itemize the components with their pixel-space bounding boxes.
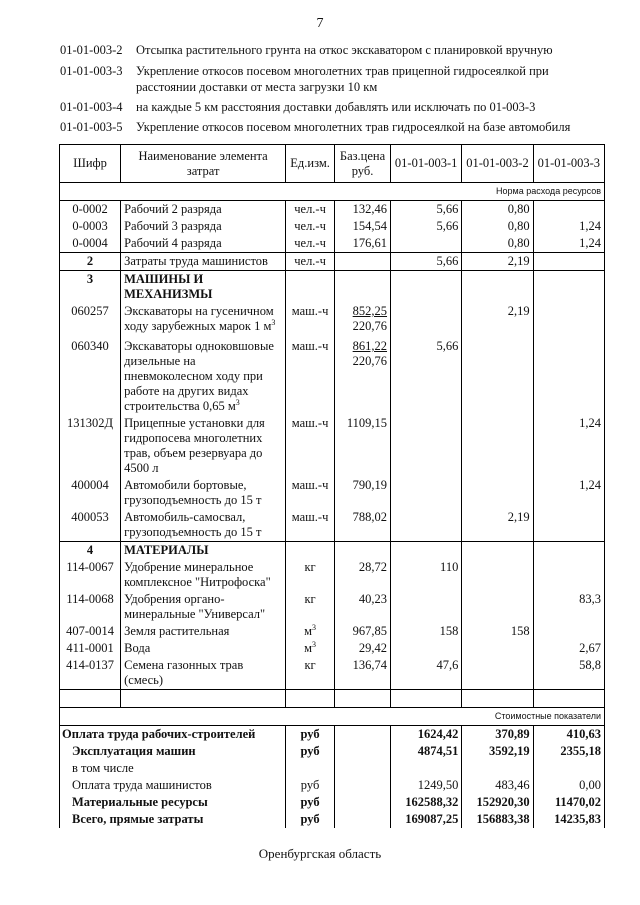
table-cell: маш.-ч [286,415,335,477]
table-cell: 2 [60,253,121,271]
machine-name-text: Автомобиль-самосвал, грузоподъемность до 15 т [124,510,262,539]
table-cell: маш.-ч [286,303,335,338]
table-row [60,623,605,640]
superscript: 3 [235,397,240,407]
table-cell [286,542,335,560]
table-cell: 1,24 [533,415,604,477]
price-cell [335,477,391,509]
table-cell: маш.-ч [286,477,335,509]
superscript: 3 [312,622,317,632]
description-text: Отсыпка растительного грунта на откос экскаватором с планировкой вручную [136,43,553,57]
table-cell: 2,19 [462,303,533,338]
page-number: 7 [316,16,324,31]
unit-cell [286,591,335,623]
table-cell: Рабочий 2 разряда [121,201,286,219]
table-cell [335,794,391,811]
unit-text: кг [304,592,316,606]
header-col3: 01-01-003-3 [533,145,604,183]
unit-text: м [304,641,313,655]
table-cell [391,303,462,338]
unit-text: м [304,624,313,638]
description-text: на каждые 5 км расстояния доставки добавлять или исключать по 01-003-3 [136,100,536,114]
table-cell: руб [286,726,335,744]
table-cell [533,509,604,542]
unit-cell [286,559,335,591]
table-cell [533,542,604,560]
table-cell: Рабочий 3 разряда [121,218,286,235]
table-cell [335,726,391,744]
table-cell: 162588,32 [391,794,462,811]
machine-name [121,303,286,338]
table-row [60,338,605,415]
totals-row [60,777,605,794]
header-unit: Ед.изм. [286,145,335,183]
table-cell [462,657,533,690]
table-cell [462,591,533,623]
table-cell: 410,63 [533,726,604,744]
table-cell: 83,3 [533,591,604,623]
table-cell [462,415,533,477]
price-top: 790,19 [352,478,388,492]
table-cell: 370,89 [462,726,533,744]
description-code: 01-01-003-4 [60,100,123,114]
table-cell: 1249,50 [391,777,462,794]
table-cell: 29,42 [335,640,391,657]
table-cell: 1624,42 [391,726,462,744]
table-cell: руб [286,811,335,828]
table-cell: 114-0068 [60,591,121,623]
machine-name-text: Автомобили бортовые, грузоподъемность до 15 т [124,478,262,507]
table-cell [286,760,335,777]
table-header-row [60,145,605,183]
table-cell: 1,24 [533,218,604,235]
table-cell [391,509,462,542]
price-bottom: 220,76 [352,319,388,333]
table-cell [462,271,533,304]
table-cell: Вода [121,640,286,657]
table-cell [533,559,604,591]
table-cell: в том числе [60,760,286,777]
table-cell [533,338,604,415]
superscript: 3 [271,317,276,327]
table-cell: 1,24 [533,235,604,253]
price-top: 788,02 [352,510,388,524]
price-top: 852,25 [352,304,388,318]
table-row [60,201,605,219]
table-cell: 158 [391,623,462,640]
table-cell [286,271,335,304]
table-cell: 152920,30 [462,794,533,811]
machine-name [121,509,286,542]
table-cell [462,559,533,591]
table-cell [391,235,462,253]
table-cell: 0-0004 [60,235,121,253]
table-cell: 483,46 [462,777,533,794]
price-cell [335,415,391,477]
table-cell: чел.-ч [286,235,335,253]
table-cell: 47,6 [391,657,462,690]
header-name: Наименование элемента затрат [121,145,286,183]
section-title: МАТЕРИАЛЫ [121,542,286,560]
table-cell: 407-0014 [60,623,121,640]
unit-text: кг [304,560,316,574]
table-cell [533,271,604,304]
table-cell: 400004 [60,477,121,509]
table-cell: 28,72 [335,559,391,591]
table-cell: чел.-ч [286,218,335,235]
table-cell [533,253,604,271]
norm-label: Норма расхода ресурсов [60,183,605,201]
totals-row [60,760,605,777]
table-cell: 0,00 [533,777,604,794]
table-cell: 0,80 [462,235,533,253]
table-cell: 131302Д [60,415,121,477]
table-cell: чел.-ч [286,253,335,271]
section-title: МАШИНЫ И МЕХАНИЗМЫ [121,271,286,304]
price-bottom: 220,76 [352,354,388,368]
table-cell: Оплата труда машинистов [60,777,286,794]
header-code: Шифр [60,145,121,183]
machinist-row [60,253,605,271]
machines-section-row [60,271,605,304]
table-cell [391,591,462,623]
table-cell: 0-0002 [60,201,121,219]
table-cell: Рабочий 4 разряда [121,235,286,253]
table-cell: Оплата труда рабочих-строителей [60,726,286,744]
table-cell [391,542,462,560]
table-cell [533,690,604,708]
unit-cell [286,657,335,690]
unit-cell [286,640,335,657]
table-cell: 060257 [60,303,121,338]
table-cell: 156883,38 [462,811,533,828]
header-price: Баз.цена руб. [335,145,391,183]
table-cell [391,690,462,708]
machine-name [121,477,286,509]
table-cell: 2,19 [462,509,533,542]
table-cell: Эксплуатация машин [60,743,286,760]
table-cell: 2,67 [533,640,604,657]
table-cell [335,271,391,304]
table-cell [335,542,391,560]
table-cell [533,201,604,219]
description-text: Укрепление откосов посевом многолетних трав гидросеялкой на базе автомобиля [136,120,571,134]
table-cell: 5,66 [391,218,462,235]
table-cell: 169087,25 [391,811,462,828]
description-2 [60,63,600,95]
table-cell [391,415,462,477]
machine-name-text: Экскаваторы одноковшовые дизельные на пневмоколесном ходу при работе на других видах строительства 0,65 м [124,339,274,413]
table-row [60,591,605,623]
table-cell: 40,23 [335,591,391,623]
table-cell [462,477,533,509]
totals-row [60,743,605,760]
description-code: 01-01-003-3 [60,64,123,78]
table-cell [391,640,462,657]
norm-label-row [60,183,605,201]
table-cell [391,760,462,777]
section-number: 3 [60,271,121,304]
resource-table [59,144,605,828]
table-cell [121,690,286,708]
table-cell: Удобрение минеральное комплексное "Нитрофоска" [121,559,286,591]
table-cell [60,690,121,708]
description-1 [60,42,600,58]
table-cell: 060340 [60,338,121,415]
table-cell: 0,80 [462,201,533,219]
table-cell: Всего, прямые затраты [60,811,286,828]
table-cell: 4874,51 [391,743,462,760]
table-cell: руб [286,794,335,811]
table-cell [335,743,391,760]
table-row [60,415,605,477]
table-cell: 5,66 [391,201,462,219]
table-cell [462,542,533,560]
superscript: 3 [312,639,317,649]
table-cell: 154,54 [335,218,391,235]
description-3 [60,99,600,115]
table-cell: Земля растительная [121,623,286,640]
machine-name-text: Прицепные установки для гидропосева многолетних трав, объем резервуара до 4500 л [124,416,265,475]
table-cell: 158 [462,623,533,640]
table-cell: 1,24 [533,477,604,509]
table-cell: 5,66 [391,253,462,271]
totals-row [60,811,605,828]
table-cell [462,690,533,708]
table-cell: 132,46 [335,201,391,219]
section-number: 4 [60,542,121,560]
table-row [60,235,605,253]
table-cell [533,303,604,338]
unit-text: кг [304,658,316,672]
table-cell [335,777,391,794]
table-cell: 58,8 [533,657,604,690]
table-cell: 967,85 [335,623,391,640]
table-cell [335,811,391,828]
machine-name [121,415,286,477]
table-row [60,509,605,542]
table-cell: чел.-ч [286,201,335,219]
header-col2: 01-01-003-2 [462,145,533,183]
spacer-row [60,690,605,708]
table-cell: 136,74 [335,657,391,690]
table-cell: руб [286,743,335,760]
table-cell [335,760,391,777]
cost-label: Стоимостные показатели [60,708,605,726]
table-cell: 110 [391,559,462,591]
table-cell [462,338,533,415]
table-row [60,657,605,690]
price-cell [335,509,391,542]
price-top: 861,22 [352,339,388,353]
table-row [60,477,605,509]
table-cell: маш.-ч [286,509,335,542]
totals-row [60,794,605,811]
footer-region: Оренбургская область [258,846,382,861]
description-text: Укрепление откосов посевом многолетних трав прицепной гидросеялкой при расстоянии доставки от места загрузки 10 км [136,64,549,94]
price-cell [335,338,391,415]
table-cell: 2355,18 [533,743,604,760]
price-cell [335,303,391,338]
table-row [60,640,605,657]
table-cell [335,690,391,708]
table-cell: 5,66 [391,338,462,415]
table-cell: 14235,83 [533,811,604,828]
table-cell [286,690,335,708]
table-cell: 414-0137 [60,657,121,690]
machine-name [121,338,286,415]
table-cell [391,271,462,304]
table-cell: 400053 [60,509,121,542]
header-col1: 01-01-003-1 [391,145,462,183]
table-cell [533,623,604,640]
table-cell: 11470,02 [533,794,604,811]
machine-name-text: Экскаваторы на гусеничном ходу зарубежных марок 1 м [124,304,274,333]
table-cell: 0,80 [462,218,533,235]
table-cell: Удобрения органо-минеральные "Универсал" [121,591,286,623]
table-cell: 114-0067 [60,559,121,591]
table-row [60,303,605,338]
table-cell: Затраты труда машинистов [121,253,286,271]
price-top: 1109,15 [346,416,388,430]
table-cell: 3592,19 [462,743,533,760]
table-cell: Семена газонных трав (смесь) [121,657,286,690]
table-cell [462,640,533,657]
table-cell [335,253,391,271]
table-cell: руб [286,777,335,794]
description-code: 01-01-003-5 [60,120,123,134]
totals-row [60,726,605,744]
table-row [60,559,605,591]
unit-cell [286,623,335,640]
table-cell: Материальные ресурсы [60,794,286,811]
table-cell: 176,61 [335,235,391,253]
description-4 [60,119,600,135]
table-cell [391,477,462,509]
table-cell: маш.-ч [286,338,335,415]
table-cell [462,760,533,777]
table-cell: 0-0003 [60,218,121,235]
materials-section-row [60,542,605,560]
table-cell [533,760,604,777]
cost-label-row [60,708,605,726]
table-cell: 411-0001 [60,640,121,657]
table-cell: 2,19 [462,253,533,271]
table-row [60,218,605,235]
description-code: 01-01-003-2 [60,43,123,57]
